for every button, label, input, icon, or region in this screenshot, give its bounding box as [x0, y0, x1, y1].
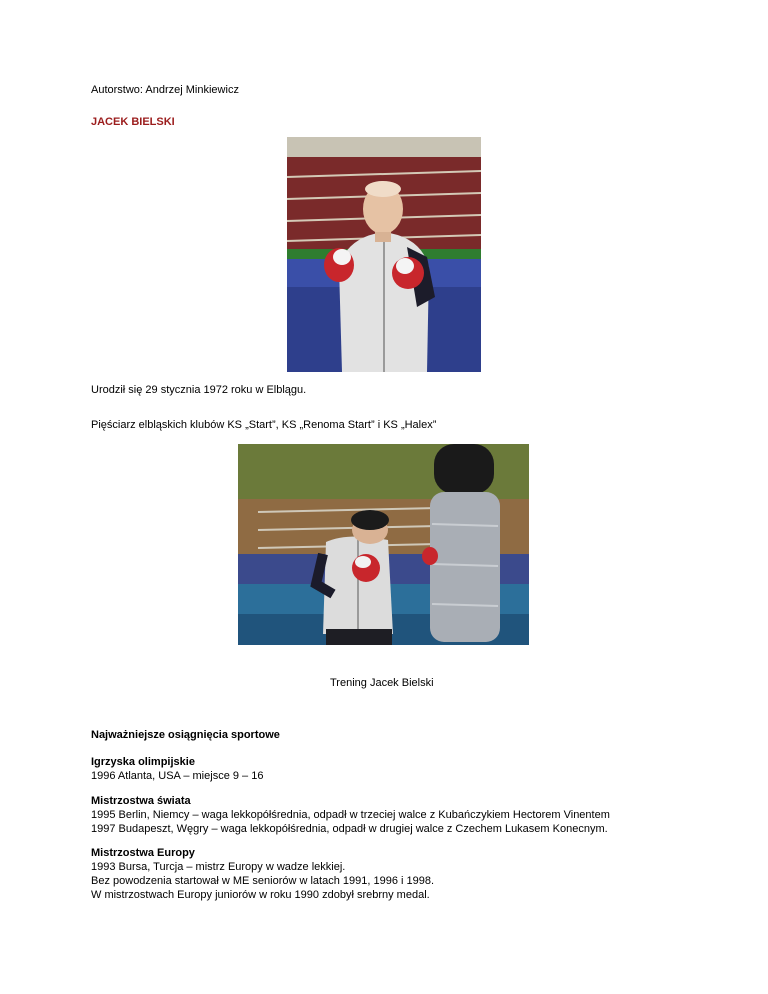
- world-championships-line-2: 1997 Budapeszt, Węgry – waga lekkopółśrednia, odpadł w drugiej walce z Czechem Lukasem Konecnym.: [91, 823, 608, 835]
- training-photo: [238, 444, 529, 645]
- training-photo-image: [238, 444, 529, 645]
- european-championships-line-3: W mistrzostwach Europy juniorów w roku 1990 zdobył srebrny medal.: [91, 889, 430, 901]
- european-championships-line-2: Bez powodzenia startował w ME seniorów w latach 1991, 1996 i 1998.: [91, 875, 435, 887]
- achievements-heading: Najważniejsze osiągnięcia sportowe: [91, 729, 280, 741]
- portrait-photo: [287, 137, 481, 372]
- clubs-line: Pięściarz elbląskich klubów KS „Start”, KS „Renoma Start” i KS „Halex”: [91, 419, 437, 431]
- page-title: JACEK BIELSKI: [91, 116, 175, 128]
- section-heading-olympics: Igrzyska olimpijskie: [91, 756, 195, 768]
- olympics-line-1: 1996 Atlanta, USA – miejsce 9 – 16: [91, 770, 264, 782]
- portrait-photo-image: [287, 137, 481, 372]
- section-heading-european-championships: Mistrzostwa Europy: [91, 847, 195, 859]
- photo-caption: Trening Jacek Bielski: [330, 677, 434, 689]
- author-line: Autorstwo: Andrzej Minkiewicz: [91, 84, 239, 96]
- section-heading-world-championships: Mistrzostwa świata: [91, 795, 191, 807]
- european-championships-line-1: 1993 Bursa, Turcja – mistrz Europy w wadze lekkiej.: [91, 861, 346, 873]
- birth-line: Urodził się 29 stycznia 1972 roku w Elblągu.: [91, 384, 307, 396]
- world-championships-line-1: 1995 Berlin, Niemcy – waga lekkopółśrednia, odpadł w trzeciej walce z Kubańczykiem Hectorem Vinentem: [91, 809, 610, 821]
